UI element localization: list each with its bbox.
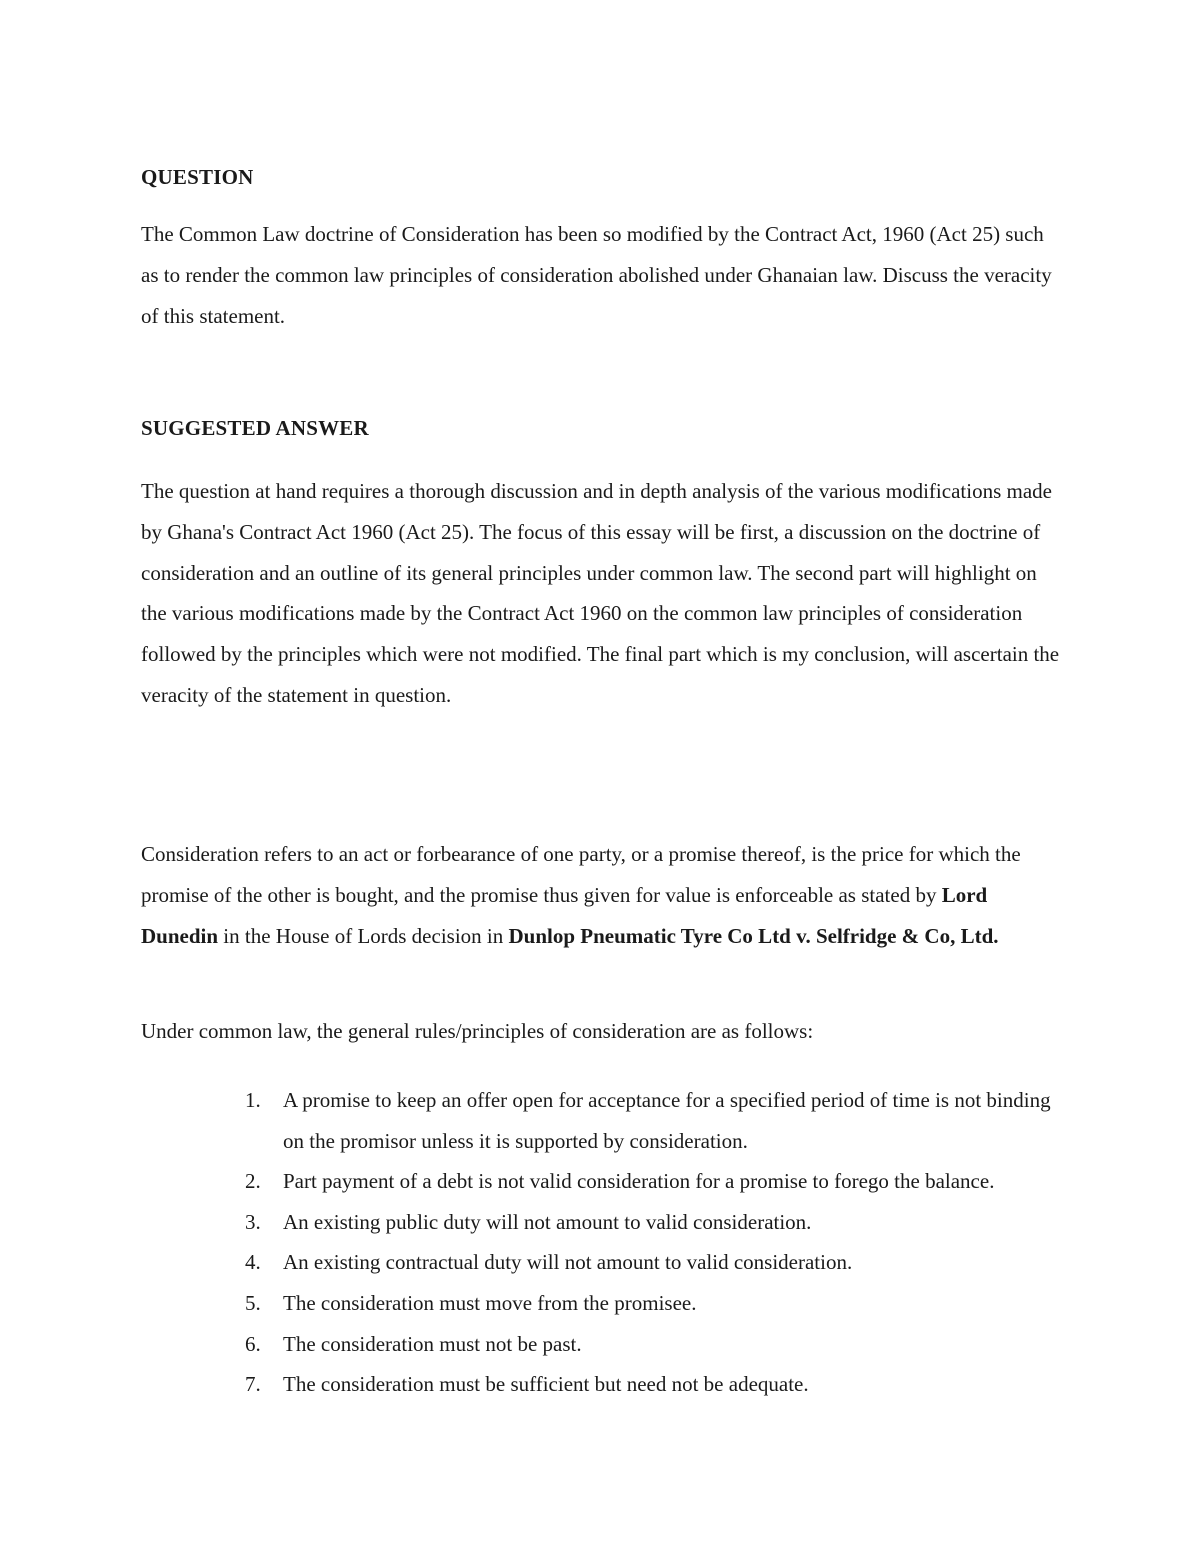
- list-item-text: A promise to keep an offer open for acceptance for a specified period of time is not binding on the promisor unless it is supported by consideration.: [283, 1088, 1051, 1153]
- list-number: 1.: [245, 1088, 261, 1112]
- list-item-text: The consideration must not be past.: [283, 1331, 582, 1356]
- list-item: [245, 1242, 1075, 1283]
- list-item: [245, 1080, 1075, 1161]
- list-item: [245, 1202, 1075, 1243]
- case-name: Dunlop Pneumatic Tyre Co Ltd v. Selfridge & Co, Ltd.: [508, 923, 999, 948]
- list-number: 7.: [245, 1372, 261, 1397]
- question-text: The Common Law doctrine of Consideration has been so modified by the Contract Act, 1960 (Act 25) such as to render the common law principles of consideration abolished under Ghanaian law. Discuss the veracity of this statement.: [141, 222, 1052, 328]
- rules-intro: Under common law, the general rules/principles of consideration are as follows:: [141, 1019, 814, 1043]
- list-number: 5.: [245, 1290, 261, 1315]
- list-number: 6.: [245, 1331, 261, 1356]
- definition-text-before: Consideration refers to an act or forbearance of one party, or a promise thereof, is the price for which the promise of the other is bought, and the promise thus given for value is enforceable as stated by: [141, 842, 1021, 907]
- list-item: [245, 1324, 1075, 1365]
- definition-paragraph: [141, 834, 1066, 956]
- judge-name: Lord Dunedin: [141, 882, 988, 948]
- answer-intro-paragraph: The question at hand requires a thorough discussion and in depth analysis of the various modifications made by Ghana's Contract Act 1960 (Act 25). The focus of this essay will be first, a discussion on the doctrine of consideration and an outline of its general principles under common law. The second part will highlight on the various modifications made by the Contract Act 1960 on the common law principles of consideration followed by the principles which were not modified. The final part which is my conclusion, will ascertain the veracity of the statement in question.: [141, 479, 1060, 707]
- list-item-text: The consideration must be sufficient but need not be adequate.: [283, 1372, 809, 1397]
- rules-list: [245, 1080, 1075, 1405]
- list-item-text: An existing public duty will not amount to valid consideration.: [283, 1209, 812, 1234]
- list-number: 3.: [245, 1209, 261, 1234]
- list-item: [245, 1283, 1075, 1324]
- list-number: 4.: [245, 1250, 261, 1275]
- question-heading: QUESTION: [141, 165, 254, 189]
- list-item-text: The consideration must move from the promisee.: [283, 1290, 697, 1315]
- list-number: 2.: [245, 1169, 261, 1194]
- definition-text-middle: in the House of Lords decision in: [218, 923, 509, 948]
- list-item-text: An existing contractual duty will not amount to valid consideration.: [283, 1250, 853, 1275]
- list-item: [245, 1364, 1075, 1405]
- list-item: [245, 1161, 1075, 1202]
- list-item-text: Part payment of a debt is not valid consideration for a promise to forego the balance.: [283, 1169, 995, 1194]
- answer-heading: SUGGESTED ANSWER: [141, 416, 369, 440]
